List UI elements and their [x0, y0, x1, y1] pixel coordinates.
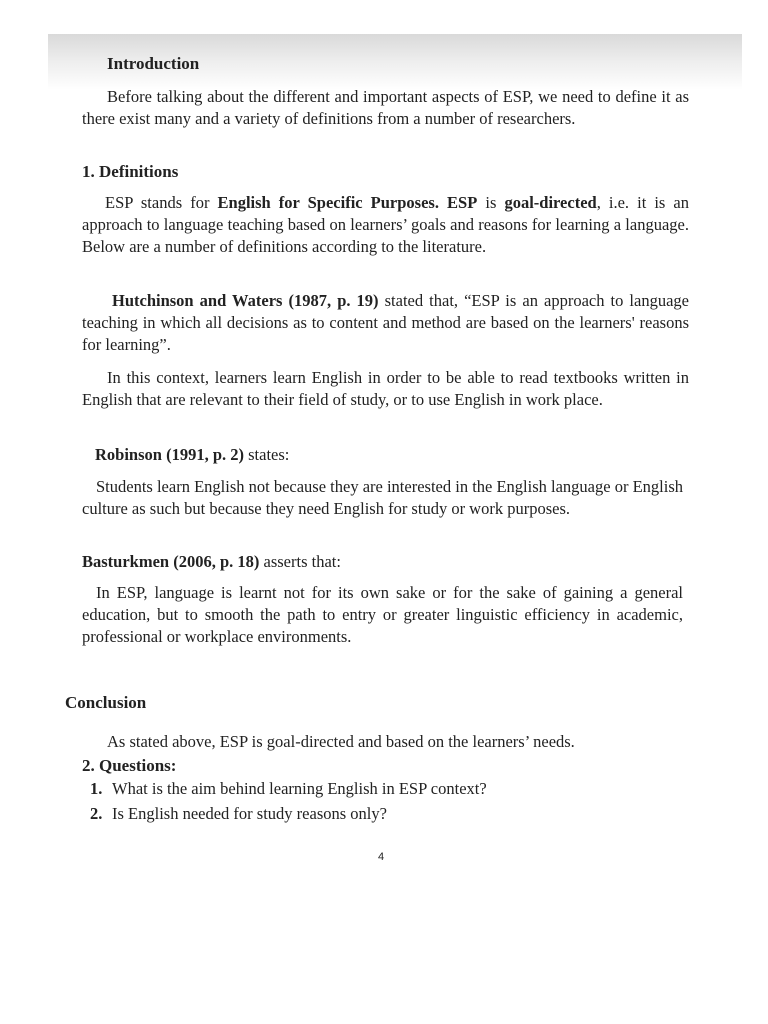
page-number: 4 [378, 851, 385, 863]
text-run: asserts that: [259, 552, 341, 571]
text-run: is [477, 193, 505, 212]
definitions-heading: 1. Definitions [82, 162, 179, 181]
bold-run: Hutchinson and Waters (1987, p. 19) [112, 291, 379, 310]
question-item [90, 778, 487, 800]
question-text: What is the aim behind learning English in ESP context? [112, 779, 487, 798]
bold-run: Basturkmen (2006, p. 18) [82, 552, 260, 571]
introduction-heading: Introduction [107, 54, 200, 73]
text-run: , i.e. it is an approach to language teaching based on learners’ goals and reasons for learning a language. Below are a number of definitions according to the literature. [82, 193, 689, 256]
text-run: ESP stands for [105, 193, 218, 212]
definitions-paragraph-1 [82, 192, 689, 258]
text-run: states: [244, 445, 290, 464]
text-run: stated that, “ESP is an approach to language teaching in which all decisions as to content and method are based on the learners' reasons for learning”. [82, 291, 689, 354]
basturkmen-quote: In ESP, language is learnt not for its own sake or for the sake of gaining a general education, but to smooth the path to entry or greater linguistic efficiency in academic, professional or workplace environments. [82, 583, 683, 646]
question-number: 1. [90, 779, 103, 798]
introduction-paragraph: Before talking about the different and important aspects of ESP, we need to define it as there exist many and a variety of definitions from a number of researchers. [82, 87, 689, 128]
basturkmen-intro [82, 551, 341, 573]
questions-heading: 2. Questions: [82, 756, 177, 775]
question-item [90, 803, 387, 825]
question-text: Is English needed for study reasons only? [112, 804, 387, 823]
bold-run: goal-directed [504, 193, 597, 212]
bold-run: Robinson (1991, p. 2) [95, 445, 244, 464]
definitions-paragraph-2 [82, 290, 689, 356]
robinson-intro [95, 444, 289, 466]
conclusion-paragraph: As stated above, ESP is goal-directed and based on the learners’ needs. [107, 732, 575, 751]
question-number: 2. [90, 804, 103, 823]
conclusion-heading: Conclusion [65, 693, 147, 712]
bold-run: English for Specific Purposes. ESP [217, 193, 478, 212]
robinson-quote: Students learn English not because they are interested in the English language or English culture as such but because they need English for study or work purposes. [82, 477, 683, 518]
definitions-paragraph-3: In this context, learners learn English in order to be able to read textbooks written in English that are relevant to their field of study, or to use English in work place. [82, 368, 689, 409]
